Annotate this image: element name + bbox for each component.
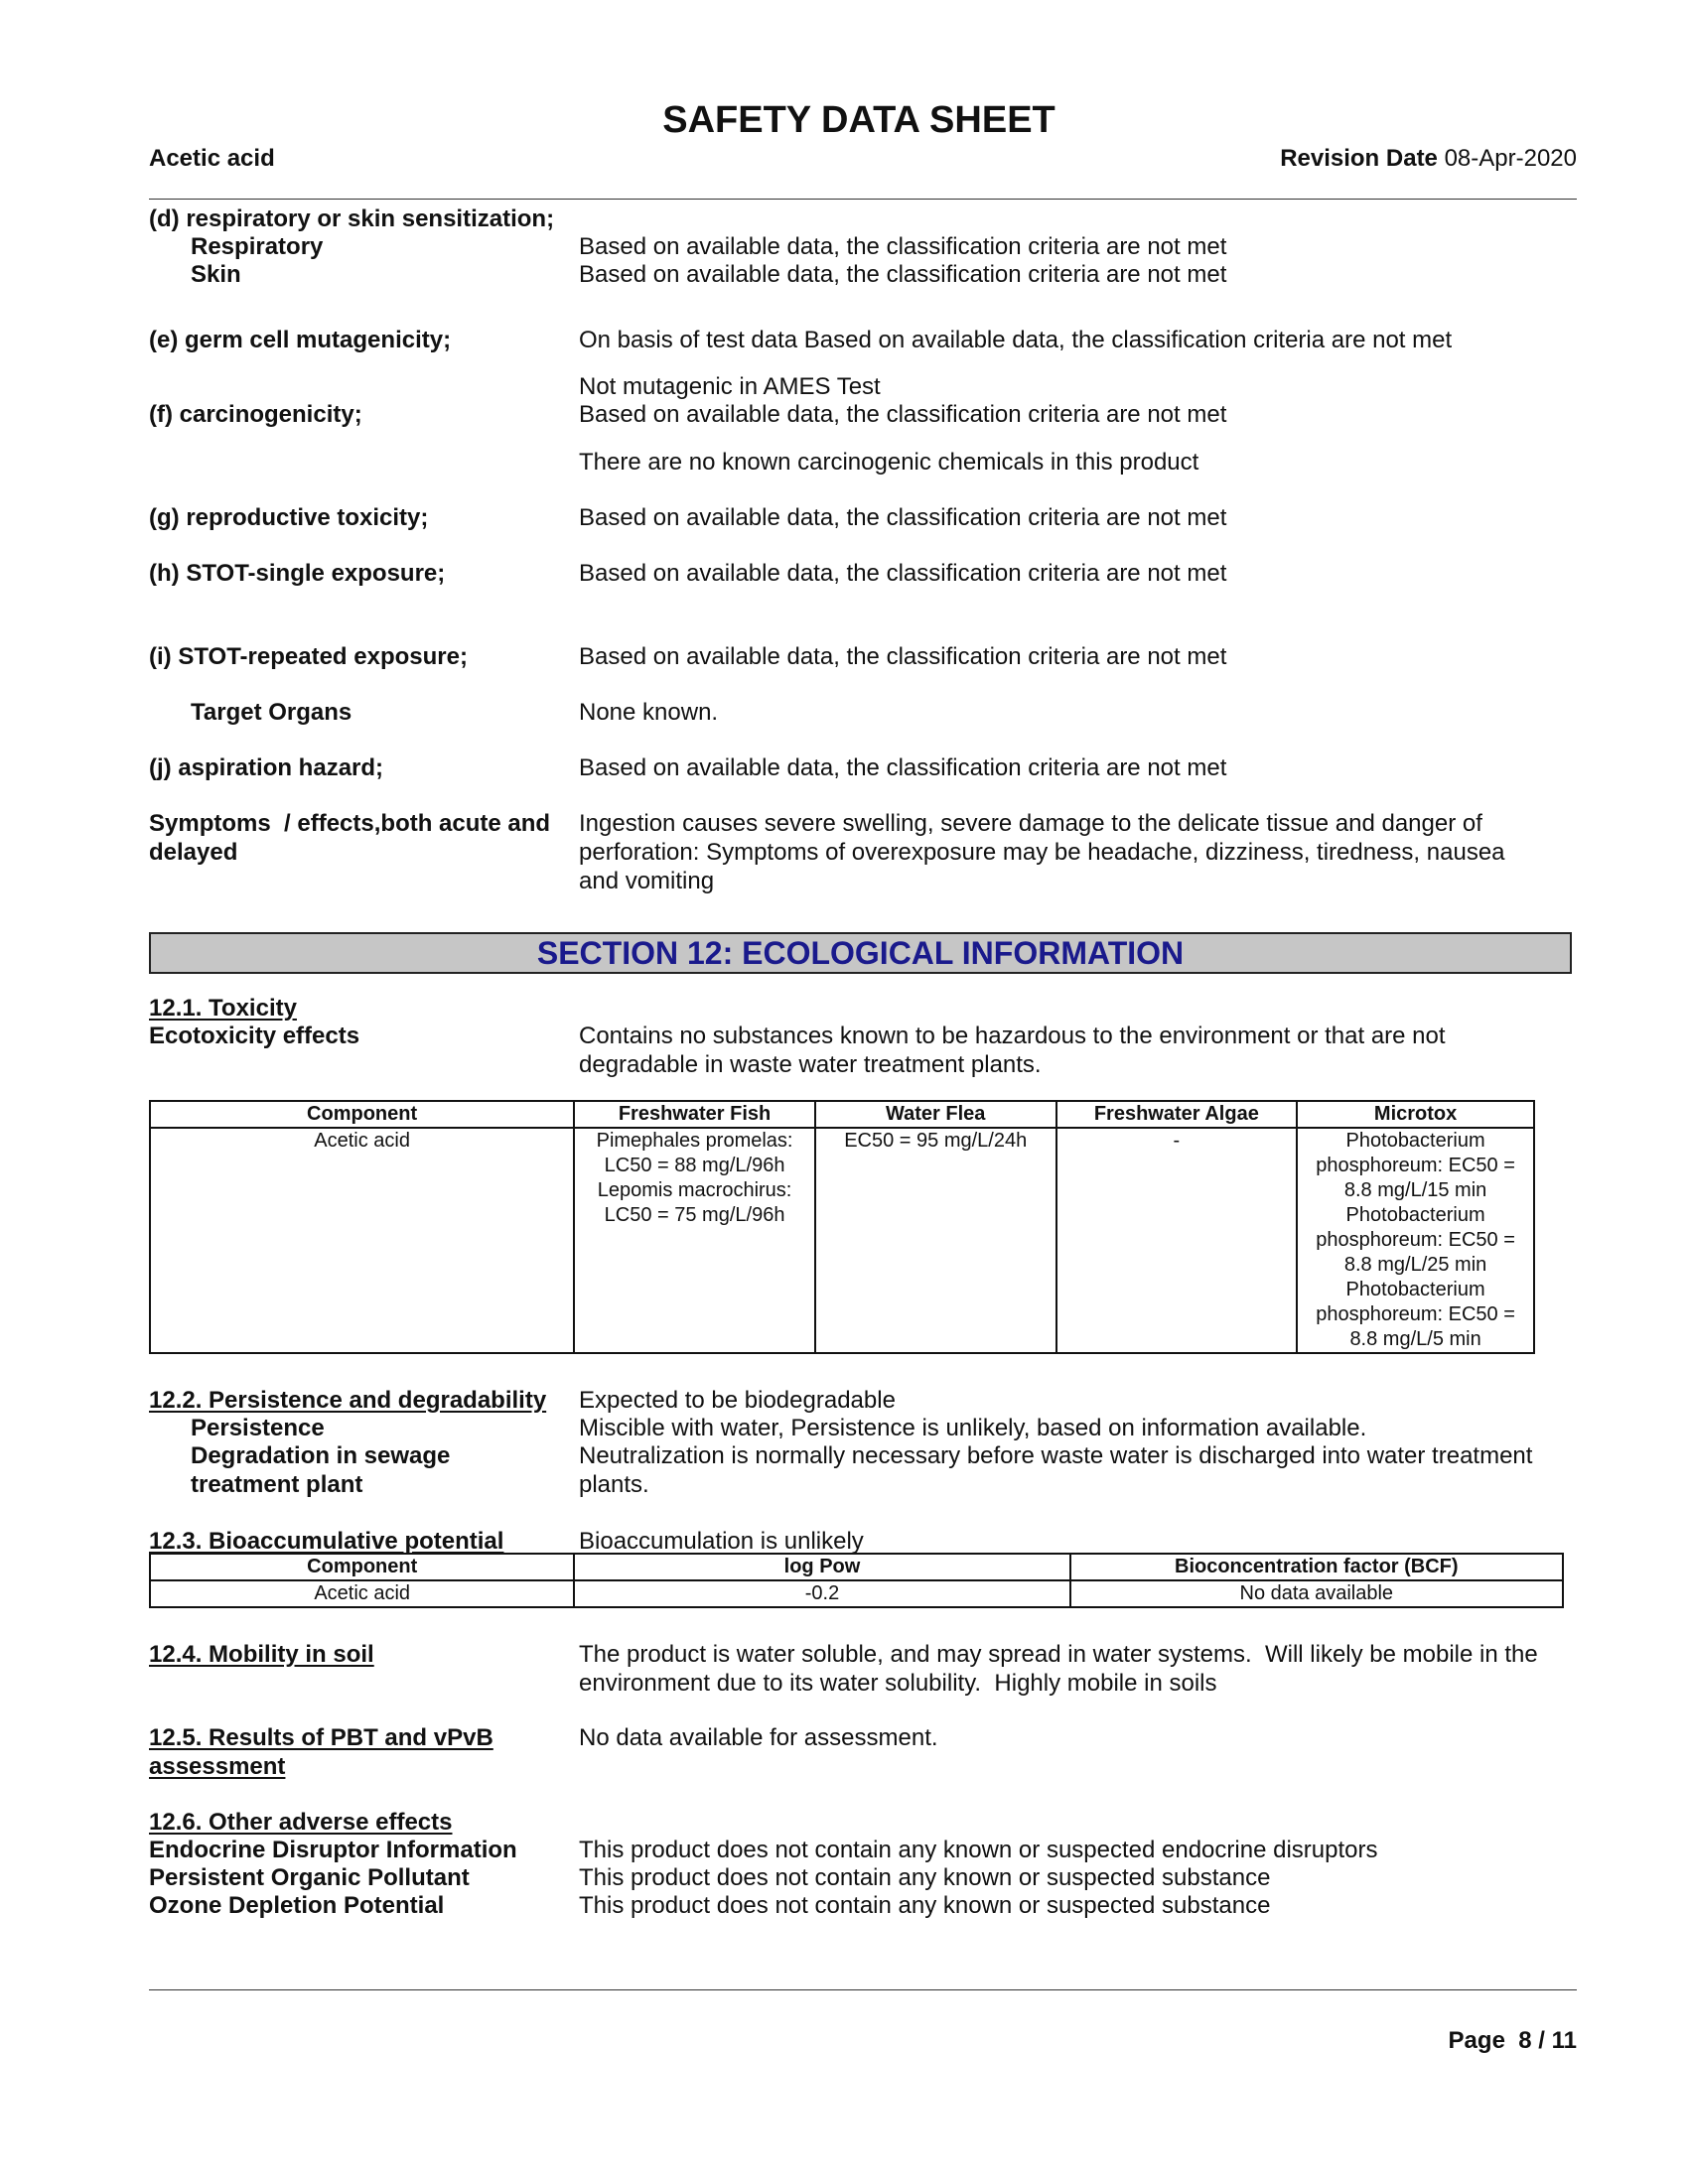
microtox-line: Photobacterium (1345, 1204, 1485, 1226)
mobility-value (579, 1640, 1582, 1698)
degradation-label (191, 1441, 450, 1499)
pbt-heading-line2: assessment (149, 1753, 286, 1780)
cell-freshwater-algae: - (1056, 1128, 1298, 1353)
e-value-2: Not mutagenic in AMES Test (579, 373, 881, 400)
i-value: Based on available data, the classification criteria are not met (579, 643, 1227, 670)
microtox-line: Photobacterium (1345, 1130, 1485, 1152)
fish-line: Lepomis macrochirus: (597, 1179, 792, 1201)
page-label: Page (1448, 2027, 1505, 2054)
persistence-heading-value: Expected to be biodegradable (579, 1387, 896, 1414)
symptoms-value-line1: Ingestion causes severe swelling, severe damage to the delicate tissue and danger of (579, 810, 1482, 837)
page-number (1449, 2027, 1577, 2055)
cell-water-flea: EC50 = 95 mg/L/24h (815, 1128, 1056, 1353)
symptoms-value-line3: and vomiting (579, 868, 715, 894)
ecotoxicity-label: Ecotoxicity effects (149, 1023, 360, 1049)
respiratory-label: Respiratory (191, 233, 324, 260)
symptoms-label (149, 809, 550, 867)
revision-value: 08-Apr-2020 (1444, 145, 1577, 172)
microtox-line: 8.8 mg/L/25 min (1343, 1254, 1487, 1276)
ecotoxicity-value (579, 1022, 1582, 1079)
col-water-flea: Water Flea (815, 1101, 1056, 1128)
respiratory-value: Based on available data, the classification criteria are not met (579, 233, 1227, 260)
fish-line: LC50 = 88 mg/L/96h (604, 1155, 785, 1176)
col-component: Component (150, 1101, 574, 1128)
col-microtox: Microtox (1297, 1101, 1534, 1128)
header-rule (149, 199, 1577, 200)
target-organs-value: None known. (579, 699, 719, 726)
microtox-line: Photobacterium (1345, 1279, 1485, 1300)
ozone-label: Ozone Depletion Potential (149, 1892, 445, 1919)
g-label: (g) reproductive toxicity; (149, 504, 429, 531)
cell-microtox (1297, 1128, 1534, 1353)
degradation-value-line2: plants. (579, 1471, 649, 1498)
pop-value: This product does not contain any known or suspected substance (579, 1864, 1271, 1891)
ecotoxicity-value-line2: degradable in waste water treatment plants. (579, 1051, 1042, 1078)
table-row (150, 1128, 1534, 1353)
f-value-1: Based on available data, the classification criteria are not met (579, 401, 1227, 428)
symptoms-value-line2: perforation: Symptoms of overexposure may be headache, dizziness, tiredness, nausea (579, 839, 1505, 866)
pbt-heading-line1: 12.5. Results of PBT and vPvB (149, 1724, 493, 1751)
endocrine-label: Endocrine Disruptor Information (149, 1837, 517, 1863)
i-label: (i) STOT-repeated exposure; (149, 643, 468, 670)
j-label: (j) aspiration hazard; (149, 754, 384, 781)
degradation-value (579, 1441, 1582, 1499)
ecotoxicity-table (149, 1100, 1535, 1354)
persistence-heading: 12.2. Persistence and degradability (149, 1387, 547, 1414)
microtox-line: 8.8 mg/L/15 min (1343, 1179, 1487, 1201)
pbt-heading (149, 1723, 493, 1781)
symptoms-label-line1: Symptoms / effects,both acute and (149, 810, 551, 837)
e-label: (e) germ cell mutagenicity; (149, 327, 452, 353)
mobility-value-line2: environment due to its water solubility. Highly mobile in soils (579, 1670, 1217, 1697)
ozone-value: This product does not contain any known or suspected substance (579, 1892, 1271, 1919)
col-component: Component (150, 1554, 574, 1580)
cell-log-pow: -0.2 (574, 1580, 1069, 1607)
persistence-label: Persistence (191, 1415, 325, 1441)
section-12-title: SECTION 12: ECOLOGICAL INFORMATION (536, 935, 1185, 971)
persistence-value: Miscible with water, Persistence is unlikely, based on information available. (579, 1415, 1367, 1441)
col-freshwater-fish: Freshwater Fish (574, 1101, 815, 1128)
f-value-2: There are no known carcinogenic chemicals in this product (579, 449, 1199, 476)
skin-value: Based on available data, the classification criteria are not met (579, 261, 1227, 288)
symptoms-label-line2: delayed (149, 839, 238, 866)
degradation-label-line1: Degradation in sewage (191, 1442, 451, 1469)
h-label: (h) STOT-single exposure; (149, 560, 446, 587)
e-value-1: On basis of test data Based on available data, the classification criteria are not met (579, 327, 1453, 353)
bioaccumulation-table (149, 1553, 1564, 1608)
bioaccumulative-value: Bioaccumulation is unlikely (579, 1528, 864, 1555)
h-value: Based on available data, the classification criteria are not met (579, 560, 1227, 587)
toxicity-heading: 12.1. Toxicity (149, 995, 297, 1022)
cell-component: Acetic acid (150, 1580, 574, 1607)
section-12-header (149, 932, 1572, 974)
j-value: Based on available data, the classification criteria are not met (579, 754, 1227, 781)
degradation-value-line1: Neutralization is normally necessary before waste water is discharged into water treatment (579, 1442, 1533, 1469)
table-row (150, 1580, 1563, 1607)
g-value: Based on available data, the classification criteria are not met (579, 504, 1227, 531)
d-label: (d) respiratory or skin sensitization; (149, 205, 555, 232)
revision-label: Revision Date (1280, 145, 1438, 172)
fish-line: LC50 = 75 mg/L/96h (604, 1204, 785, 1226)
col-freshwater-algae: Freshwater Algae (1056, 1101, 1298, 1128)
target-organs-label: Target Organs (191, 699, 352, 726)
skin-label: Skin (191, 261, 241, 288)
document-title: SAFETY DATA SHEET (662, 99, 1055, 141)
fish-line: Pimephales promelas: (596, 1130, 793, 1152)
microtox-line: phosphoreum: EC50 = (1316, 1229, 1515, 1251)
bioaccumulative-heading: 12.3. Bioaccumulative potential (149, 1528, 504, 1555)
pop-label: Persistent Organic Pollutant (149, 1864, 470, 1891)
cell-bcf: No data available (1070, 1580, 1563, 1607)
ecotoxicity-table-header (150, 1101, 1534, 1128)
mobility-value-line1: The product is water soluble, and may spread in water systems. Will likely be mobile in the (579, 1641, 1538, 1668)
microtox-line: phosphoreum: EC50 = (1316, 1155, 1515, 1176)
microtox-line: 8.8 mg/L/5 min (1349, 1328, 1481, 1350)
page-value: 8 / 11 (1518, 2027, 1577, 2054)
mobility-heading: 12.4. Mobility in soil (149, 1641, 374, 1668)
other-effects-heading: 12.6. Other adverse effects (149, 1809, 453, 1836)
product-name: Acetic acid (149, 145, 275, 172)
cell-component: Acetic acid (150, 1128, 574, 1353)
ecotoxicity-value-line1: Contains no substances known to be hazardous to the environment or that are not (579, 1023, 1446, 1049)
revision-date (1280, 145, 1577, 173)
pbt-value: No data available for assessment. (579, 1724, 938, 1751)
col-bcf: Bioconcentration factor (BCF) (1070, 1554, 1563, 1580)
footer-rule (149, 1989, 1577, 1990)
cell-freshwater-fish (574, 1128, 815, 1353)
f-label: (f) carcinogenicity; (149, 401, 362, 428)
degradation-label-line2: treatment plant (191, 1471, 363, 1498)
bioaccumulation-table-header (150, 1554, 1563, 1580)
microtox-line: phosphoreum: EC50 = (1316, 1303, 1515, 1325)
col-log-pow: log Pow (574, 1554, 1069, 1580)
symptoms-value (579, 809, 1582, 895)
endocrine-value: This product does not contain any known or suspected endocrine disruptors (579, 1837, 1378, 1863)
